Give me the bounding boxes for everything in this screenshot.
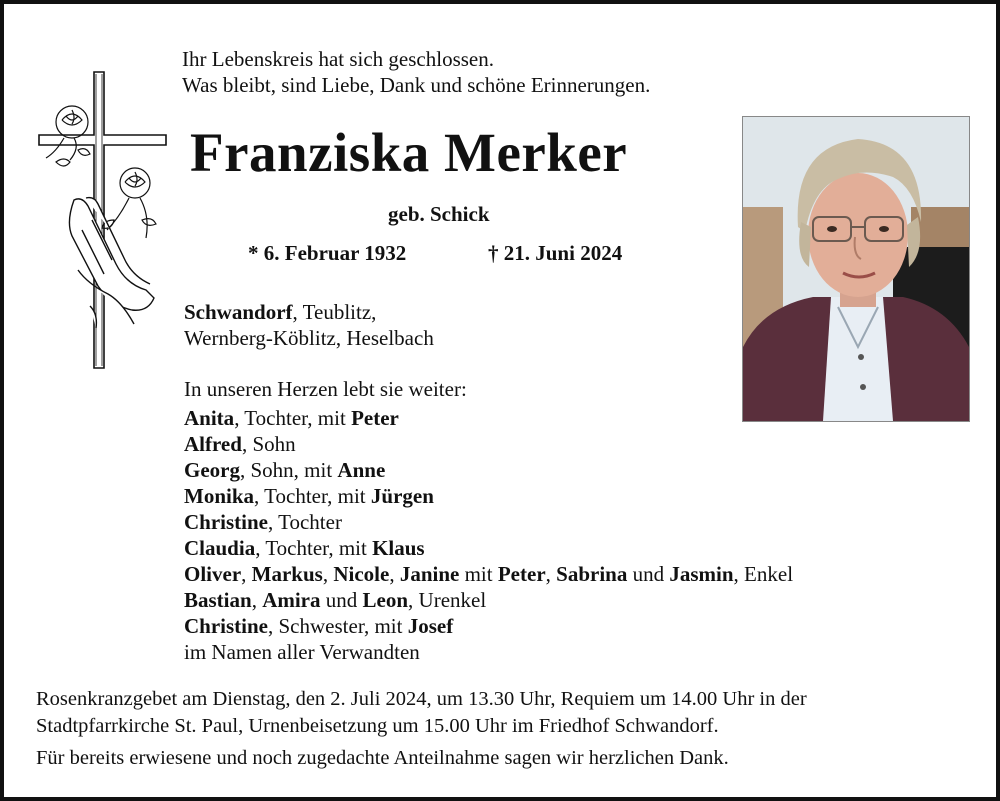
- family-relation: , Sohn, mit: [239, 458, 338, 482]
- family-name: Jürgen: [370, 484, 434, 508]
- family-relation: , Enkel: [733, 562, 794, 586]
- family-name: Claudia: [184, 536, 256, 560]
- family-name: Bastian: [184, 588, 252, 612]
- family-name: Josef: [407, 614, 454, 638]
- family-name: Georg: [184, 458, 240, 482]
- family-separator: ,: [241, 562, 252, 586]
- family-name: Sabrina: [556, 562, 628, 586]
- places-line-2: Wernberg-Köblitz, Heselbach: [184, 326, 434, 350]
- family-name: Janine: [399, 562, 460, 586]
- family-relation: , Tochter: [268, 510, 342, 534]
- family-row: [184, 458, 385, 484]
- family-name: Christine: [184, 510, 268, 534]
- family-name: Markus: [251, 562, 323, 586]
- family-row: [184, 484, 434, 510]
- family-separator: ,: [389, 562, 400, 586]
- portrait-illustration: [743, 117, 969, 421]
- family-name: Klaus: [372, 536, 425, 560]
- family-name: Peter: [351, 406, 399, 430]
- family-row: [184, 614, 453, 640]
- service-line-2: Stadtpfarrkirche St. Paul, Urnenbeisetzung um 15.00 Uhr im Friedhof Schwandorf.: [36, 715, 719, 737]
- family-row: [184, 510, 342, 536]
- thanks-line: Für bereits erwiesene und noch zugedachte Anteilnahme sagen wir herzlichen Dank.: [36, 747, 729, 769]
- cross-with-roses-icon: [34, 70, 169, 370]
- portrait-photo: [742, 116, 970, 422]
- place-bold: Schwandorf: [184, 300, 293, 324]
- family-intro: In unseren Herzen lebt sie weiter:: [184, 377, 467, 401]
- family-name: Oliver: [184, 562, 242, 586]
- birth-date: * 6. Februar 1932: [248, 241, 407, 265]
- family-relation: , Tochter, mit: [254, 484, 371, 508]
- death-date: † 21. Juni 2024: [488, 241, 623, 265]
- family-row: [184, 406, 399, 432]
- quote-line-1: Ihr Lebenskreis hat sich geschlossen.: [182, 47, 494, 71]
- family-name: Peter: [497, 562, 546, 586]
- family-name: Anne: [337, 458, 386, 482]
- family-row: [184, 562, 793, 588]
- family-name: Jasmin: [669, 562, 734, 586]
- service-line-1: Rosenkranzgebet am Dienstag, den 2. Juli 2024, um 13.30 Uhr, Requiem um 14.00 Uhr in der: [36, 688, 807, 710]
- family-name: Monika: [184, 484, 255, 508]
- family-row: [184, 432, 296, 458]
- family-separator: mit: [459, 562, 498, 586]
- family-name: Amira: [262, 588, 321, 612]
- family-row: [184, 536, 425, 562]
- family-separator: und: [320, 588, 363, 612]
- quote-line-2: Was bleibt, sind Liebe, Dank und schöne Erinnerungen.: [182, 73, 651, 97]
- family-name: Anita: [184, 406, 235, 430]
- place-rest: , Teublitz,: [292, 300, 377, 324]
- family-name: Leon: [362, 588, 409, 612]
- family-name: Christine: [184, 614, 268, 638]
- family-row: [184, 588, 486, 614]
- family-separator: ,: [322, 562, 334, 586]
- family-relation: , Schwester, mit: [268, 614, 408, 638]
- family-closing: im Namen aller Verwandten: [184, 640, 420, 664]
- places-line-1: [184, 300, 376, 324]
- family-relation: , Tochter, mit: [255, 536, 373, 560]
- maiden-name: geb. Schick: [388, 202, 490, 226]
- family-separator: und: [627, 562, 670, 586]
- family-separator: ,: [545, 562, 557, 586]
- family-separator: ,: [251, 588, 263, 612]
- family-relation: , Urenkel: [408, 588, 487, 612]
- family-relation: , Tochter, mit: [234, 406, 352, 430]
- family-relation: , Sohn: [241, 432, 296, 456]
- deceased-name: Franziska Merker: [190, 122, 628, 183]
- family-name: Alfred: [184, 432, 242, 456]
- family-name: Nicole: [333, 562, 390, 586]
